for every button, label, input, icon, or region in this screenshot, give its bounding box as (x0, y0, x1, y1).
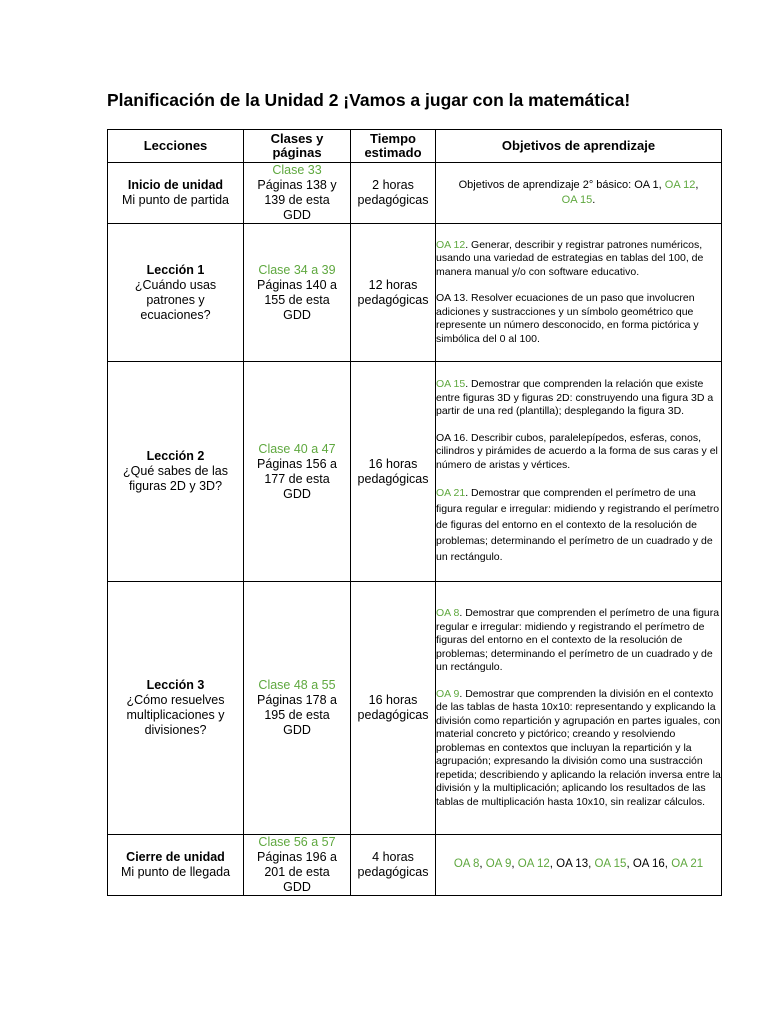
lesson-subtitle: figuras 2D y 3D? (128, 479, 223, 493)
header-lecciones: Lecciones (108, 130, 244, 163)
objective-text: Objetivos de aprendizaje 2° básico: OA 1, (458, 179, 665, 191)
objective-text: . Resolver ecuaciones de un paso que involucren adiciones y sustracciones y un símbolo geométrico que represente un número desconocido, en forma pictórica y simbólica del 0 al 100. (436, 292, 699, 345)
objective-text: . (592, 194, 596, 206)
clase-cell (244, 163, 351, 224)
objective (436, 607, 721, 675)
objective-code: OA 12 (664, 179, 696, 191)
paginas-line: GDD (283, 486, 311, 501)
objective-code: OA 8 (453, 858, 480, 871)
lesson-subtitle: ¿Cuándo usas (134, 277, 217, 292)
tiempo-line: pedagógicas (357, 193, 429, 207)
tiempo-line: 12 horas (368, 277, 418, 292)
clase-cell (244, 835, 351, 896)
objective-code: OA 21 (671, 858, 704, 871)
header-tiempo-line2: estimado (364, 145, 422, 160)
objective-text: . Demostrar que comprenden la relación que existe entre figuras 3D y figuras 2D: construyendo una figura 3D a partir de una red (plantilla); desplegando la figura 3D. (436, 378, 714, 417)
tiempo-line: 2 horas (372, 178, 414, 192)
clase-cell (244, 582, 351, 835)
clase-label: Clase 33 (272, 163, 322, 177)
paginas-line: Páginas 140 a (257, 277, 337, 292)
header-clases-line2: páginas (272, 145, 322, 160)
lesson-subtitle: ¿Qué sabes de las (123, 464, 228, 478)
table-header-row (108, 130, 722, 163)
objective-text: , (479, 858, 486, 871)
lesson-title: Lección 1 (146, 262, 205, 277)
objetivos-cell (436, 224, 722, 362)
lesson-subtitle: multiplicaciones y (126, 708, 225, 722)
header-clases (244, 130, 351, 163)
tiempo-line: pedagógicas (357, 708, 429, 722)
lesson-cell (108, 362, 244, 582)
table-row (108, 362, 722, 582)
clase-label: Clase 40 a 47 (258, 441, 336, 456)
lesson-subtitle: ¿Cómo resuelves (126, 693, 225, 707)
paginas-line: 177 de esta (264, 471, 330, 486)
tiempo-line: 4 horas (372, 850, 414, 864)
objective (436, 485, 721, 565)
header-objetivos: Objetivos de aprendizaje (436, 130, 722, 163)
lesson-subtitle: patrones y (146, 292, 205, 307)
clase-label: Clase 56 a 57 (258, 835, 336, 849)
objective (436, 378, 721, 419)
paginas-line: 155 de esta (264, 292, 330, 307)
paginas-line: Páginas 196 a (257, 850, 337, 864)
clase-cell (244, 362, 351, 582)
objective (436, 239, 721, 280)
lesson-cell (108, 582, 244, 835)
objective-code: OA 12 (436, 238, 466, 251)
objective-code: OA 9 (485, 858, 512, 871)
paginas-line: 139 de esta (264, 193, 330, 207)
header-clases-line1: Clases y (270, 131, 324, 146)
objective-code: OA 15 (594, 858, 627, 871)
objective-text: , OA 13, (549, 858, 595, 871)
paginas-line: Páginas 156 a (257, 456, 337, 471)
paginas-line: GDD (283, 723, 311, 737)
tiempo-cell (351, 163, 436, 224)
lesson-cell (108, 163, 244, 224)
page-title: Planificación de la Unidad 2 ¡Vamos a jugar con la matemática! (107, 90, 631, 110)
paginas-line: GDD (283, 307, 311, 322)
objetivos-cell (436, 582, 722, 835)
tiempo-line: 16 horas (368, 456, 418, 471)
objective-text: . Describir cubos, paralelepípedos, esferas, conos, cilindros y pirámides de acuerdo a la forma de sus caras y el número de aristas y vértices. (436, 431, 718, 471)
objective-code: OA 13 (436, 292, 466, 305)
table-row (108, 582, 722, 835)
lesson-subtitle: divisiones? (144, 723, 207, 737)
lesson-subtitle: ecuaciones? (140, 307, 211, 322)
objective-text: , OA 16, (626, 858, 672, 871)
objetivos-cell (436, 362, 722, 582)
table-row (108, 835, 722, 896)
header-tiempo-line1: Tiempo (370, 131, 416, 146)
objective-text: . Demostrar que comprenden la división en el contexto de las tablas de hasta 10x10: representando y explicando la división como repartición y agrupación en partes iguales, con material concreto y pictórico; creando y resolviendo problemas en contextos que incluyan la repartición y la agrupación; expresando la división como una sustracción repetida; describiendo y aplicando la relación inversa entre la división y la multiplicación; aplicando los resultados de las tablas de multiplicación hasta 10x10, sin realizar cálculos. (436, 687, 721, 808)
planning-table (107, 129, 722, 896)
lesson-title: Cierre de unidad (126, 850, 225, 864)
clase-label: Clase 34 a 39 (258, 262, 336, 277)
paginas-line: 195 de esta (264, 708, 330, 722)
paginas-line: Páginas 138 y (257, 178, 337, 192)
objective-code: OA 8 (436, 607, 460, 619)
objective-code: OA 16 (436, 431, 466, 444)
tiempo-cell (351, 582, 436, 835)
lesson-subtitle: Mi punto de partida (121, 193, 229, 207)
objective-text: . Generar, describir y registrar patrones numéricos, usando una variedad de estrategias en tablas del 100, de manera manual y/o con software educativo. (436, 238, 704, 278)
clase-label: Clase 48 a 55 (258, 678, 336, 692)
table-row (108, 224, 722, 362)
tiempo-line: pedagógicas (357, 292, 429, 307)
objective-code: OA 9 (436, 687, 460, 700)
lesson-title: Inicio de unidad (127, 178, 224, 192)
tiempo-line: 16 horas (368, 693, 418, 707)
lesson-cell (108, 224, 244, 362)
objetivos-cell (436, 163, 722, 224)
objetivos-cell (436, 835, 722, 896)
paginas-line: 201 de esta (264, 865, 330, 879)
paginas-line: Páginas 178 a (257, 693, 337, 707)
lesson-title: Lección 2 (146, 449, 205, 463)
objective (436, 688, 721, 810)
objective-text: , (511, 858, 518, 871)
objective-text: , (695, 179, 699, 191)
tiempo-cell (351, 224, 436, 362)
objective-code: OA 21 (436, 487, 466, 499)
header-tiempo (351, 130, 436, 163)
objective (436, 292, 721, 346)
lesson-cell (108, 835, 244, 896)
table-row (108, 163, 722, 224)
clase-cell (244, 224, 351, 362)
objective (436, 432, 721, 473)
tiempo-cell (351, 362, 436, 582)
objective-code: OA 12 (517, 858, 550, 871)
tiempo-line: pedagógicas (357, 471, 429, 486)
objective-code: OA 15 (436, 378, 466, 390)
tiempo-line: pedagógicas (357, 865, 429, 879)
lesson-subtitle: Mi punto de llegada (120, 865, 231, 879)
tiempo-cell (351, 835, 436, 896)
paginas-line: GDD (283, 880, 311, 894)
objective-code: OA 15 (561, 194, 593, 206)
objective-text: . Demostrar que comprenden el perímetro de una figura regular e irregular: midiendo y registrando el perímetro de figuras del entorno en el contexto de la resolución de problemas; determinando el perímetro de un cuadrado y de un rectángulo. (436, 607, 720, 673)
paginas-line: GDD (283, 208, 311, 222)
objective-text: . Demostrar que comprenden el perímetro de una figura regular e irregular: midiendo y registrando el perímetro de figuras del entorno en el contexto de la resolución de problemas; determinando el perímetro de un cuadrado y de un rectángulo. (436, 487, 720, 563)
lesson-title: Lección 3 (146, 678, 205, 692)
